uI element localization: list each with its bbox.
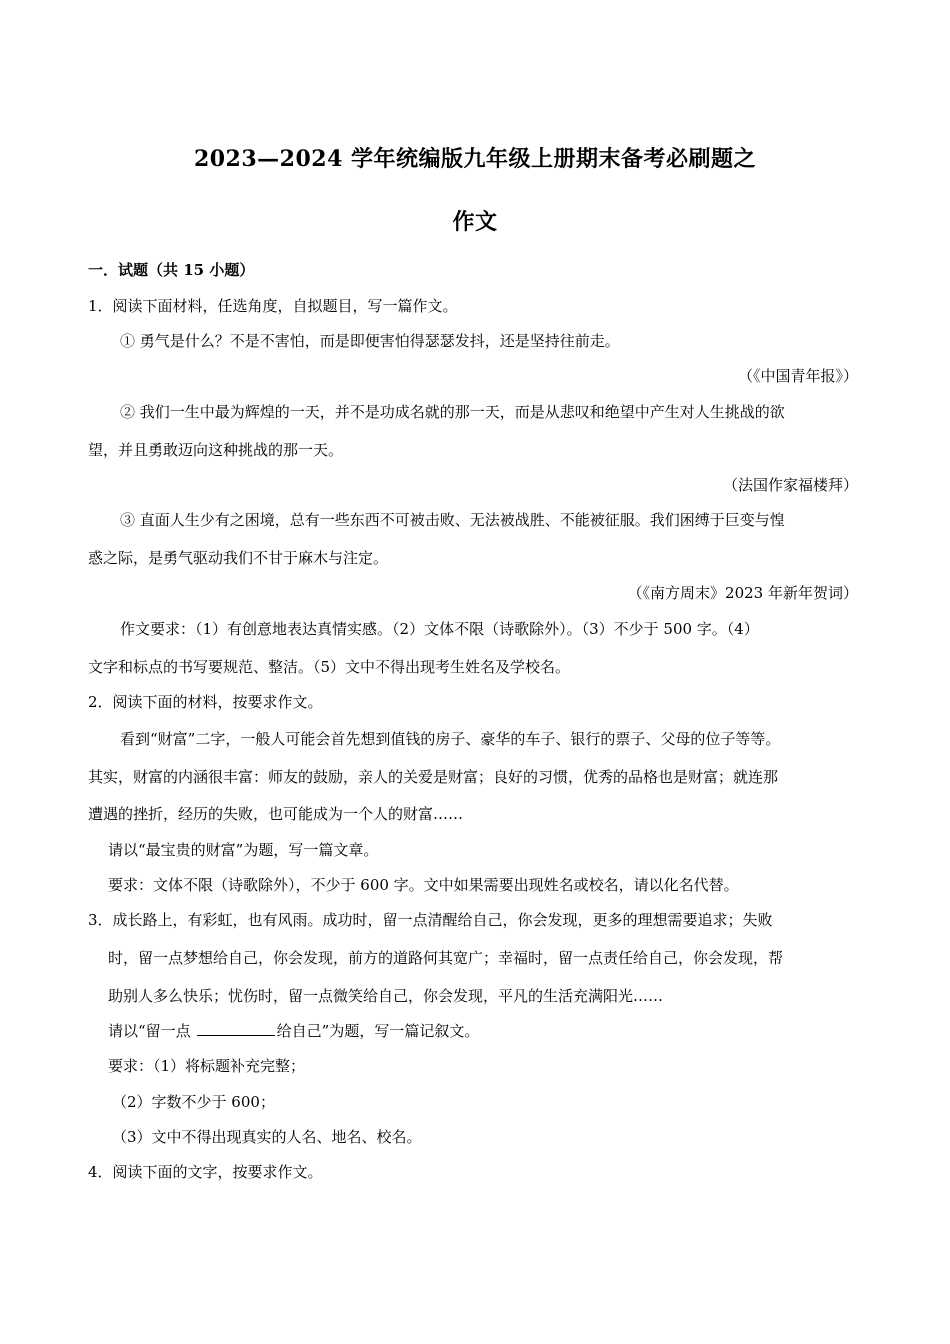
q1-material-3-source: （《南方周末》2023 年新年贺词） <box>627 584 858 602</box>
document-title-line2: 作文 <box>452 209 498 235</box>
q3-passage-line3: 助别人多么快乐；忧伤时，留一点微笑给自己，你会发现，平凡的生活充满阳光…… <box>108 987 664 1005</box>
q2-passage-line2: 其实，财富的内涵很丰富：师友的鼓励，亲人的关爱是财富；良好的习惯，优秀的品格也是财富；就连那 <box>88 768 779 786</box>
q3-task-prefix: 请以“留一点 <box>108 1022 191 1040</box>
q1-material-2-line2: 望，并且勇敢迈向这种挑战的那一天。 <box>88 441 344 459</box>
q2-passage-line1: 看到“财富”二字，一般人可能会首先想到值钱的房子、豪华的车子、银行的票子、父母的位子等等。 <box>120 730 781 748</box>
q2-task: 请以“最宝贵的财富”为题，写一篇文章。 <box>108 841 379 859</box>
q1-requirements-line1: 作文要求：（1）有创意地表达真情实感。（2）文体不限（诗歌除外）。（3）不少于 500 字。（4） <box>120 620 759 638</box>
q1-requirements-line2: 文字和标点的书写要规范、整洁。（5）文中不得出现考生姓名及学校名。 <box>88 658 571 676</box>
q3-task <box>108 1021 479 1041</box>
q2-prompt: 2．阅读下面的材料，按要求作文。 <box>88 693 323 711</box>
q3-requirement-3: （3）文中不得出现真实的人名、地名、校名。 <box>112 1128 422 1146</box>
q1-material-1: ① 勇气是什么？不是不害怕，而是即便害怕得瑟瑟发抖，还是坚持往前走。 <box>120 332 620 350</box>
document-title-line1: 2023—2024 学年统编版九年级上册期末备考必刷题之 <box>193 146 757 172</box>
q1-material-1-source: （《中国青年报》） <box>737 367 858 385</box>
q3-passage-line2: 时，留一点梦想给自己，你会发现，前方的道路何其宽广；幸福时，留一点责任给自己，你会发现，帮 <box>108 949 784 967</box>
q3-requirement-1: 要求：（1）将标题补充完整； <box>108 1057 306 1075</box>
q3-requirement-2: （2）字数不少于 600； <box>112 1093 275 1111</box>
q1-prompt: 1．阅读下面材料，任选角度，自拟题目，写一篇作文。 <box>88 297 458 315</box>
q1-material-3-line1: ③ 直面人生少有之困境，总有一些东西不可被击败、无法被战胜、不能被征服。我们困缚于巨变与惶 <box>120 511 785 529</box>
q3-passage-line1: 3．成长路上，有彩虹，也有风雨。成功时，留一点清醒给自己，你会发现，更多的理想需要追求；失败 <box>88 911 773 929</box>
q3-task-suffix: 给自己”为题，写一篇记叙文。 <box>276 1022 480 1040</box>
title-blank-line <box>197 1021 275 1036</box>
q4-prompt: 4．阅读下面的文字，按要求作文。 <box>88 1163 323 1181</box>
q2-requirements: 要求：文体不限（诗歌除外），不少于 600 字。文中如果需要出现姓名或校名，请以化名代替。 <box>108 876 739 894</box>
q1-material-2-line1: ② 我们一生中最为辉煌的一天，并不是功成名就的那一天，而是从悲叹和绝望中产生对人生挑战的欲 <box>120 403 785 421</box>
q1-material-3-line2: 惑之际，是勇气驱动我们不甘于麻木与注定。 <box>88 549 389 567</box>
section-heading: 一．试题（共 15 小题） <box>88 261 255 279</box>
q1-material-2-source: （法国作家福楼拜） <box>722 476 858 494</box>
q2-passage-line3: 遭遇的挫折，经历的失败，也可能成为一个人的财富…… <box>88 805 464 823</box>
